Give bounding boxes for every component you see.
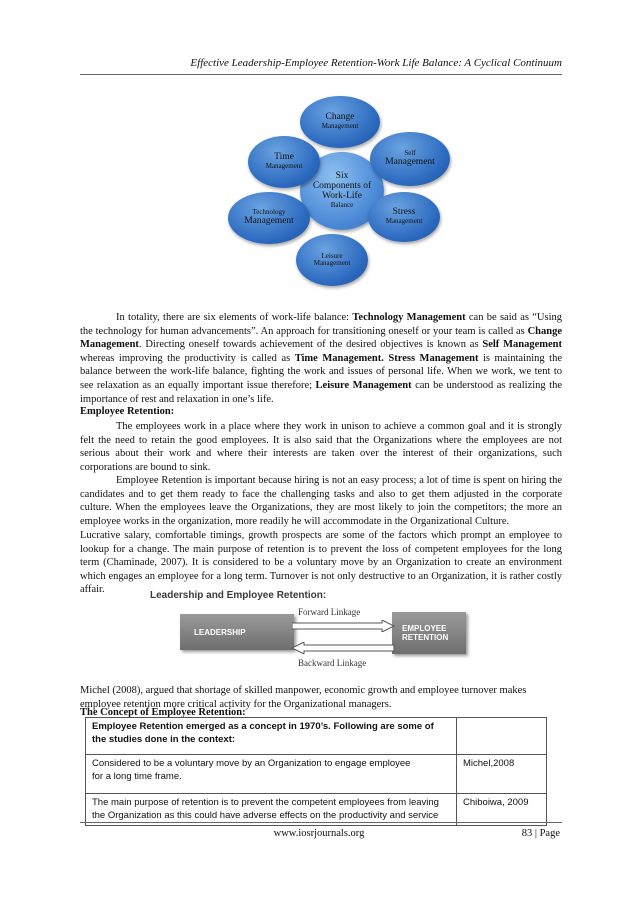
center-label: Work-Life bbox=[322, 191, 362, 202]
node-label: Management bbox=[385, 217, 423, 226]
cell-text: the Organization as this could have adverse effects on the productivity and service bbox=[92, 809, 439, 821]
bold-term: Self Management bbox=[482, 339, 562, 351]
node-label: Change bbox=[325, 112, 355, 123]
work-life-paragraph bbox=[80, 311, 562, 406]
center-label: Balance bbox=[330, 201, 354, 210]
linkage-diagram bbox=[180, 606, 465, 676]
work-life-balance-diagram bbox=[220, 92, 450, 292]
box-label: LEADERSHIP bbox=[194, 627, 246, 637]
node-label: Management bbox=[321, 122, 359, 131]
center-label: Six bbox=[335, 171, 349, 182]
backward-linkage-label: Backward Linkage bbox=[298, 658, 367, 668]
cell-text: for a long time frame. bbox=[92, 770, 182, 782]
text: whereas improving the productivity is called as bbox=[80, 352, 295, 364]
table-header-cell: Employee Retention emerged as a concept in 1970’s. Following are some of the studies done in the context: bbox=[86, 718, 457, 755]
leadership-box bbox=[180, 614, 294, 650]
retention-paragraph-3: Lucrative salary, comfortable timings, growth prospects are some of the factors which prompt an employee to lookup for a change. The main purpose of retention is to prevent the loss of competent employees for the long term (Chaminade, 2007). It is considered to be a voluntary move by an Organization to create an environment which engages an employee for a long term. Turnover is not only destructive to an Organization, it is rather costly affair. bbox=[80, 530, 562, 596]
node-label: Management bbox=[244, 215, 294, 226]
change-management-node bbox=[300, 96, 380, 148]
table-header-row bbox=[86, 718, 547, 755]
node-label: Self bbox=[404, 149, 416, 158]
node-label: Management bbox=[313, 259, 351, 267]
table-ref-cell bbox=[457, 718, 547, 755]
linkage-title: Leadership and Employee Retention: bbox=[150, 590, 327, 601]
self-management-node bbox=[370, 132, 450, 186]
footer-site: www.iosrjournals.org bbox=[273, 828, 365, 839]
table-ref-cell: Michel,2008 bbox=[457, 755, 547, 794]
node-label: Management bbox=[265, 162, 303, 171]
cell-text: The main purpose of retention is to prevent the competent employees from leaving bbox=[92, 797, 439, 808]
text: can be said as “Using the technology for human advancements”. An approach for transitioning oneself or your team is called as bbox=[80, 312, 562, 337]
page-number: 83 | Page bbox=[521, 828, 560, 839]
forward-linkage-label: Forward Linkage bbox=[298, 607, 361, 617]
center-label: Components of bbox=[312, 181, 372, 192]
bold-term: Change Management bbox=[80, 325, 562, 351]
running-header: Effective Leadership-Employee Retention-Work Life Balance: A Cyclical Continuum bbox=[190, 57, 562, 69]
box-label: RETENTION bbox=[402, 633, 449, 642]
text: is maintaining the balance between the work-life balance, fighting the work and issues of personal life. When we work, we tent to see relaxation as an equally important issue therefore; bbox=[80, 352, 562, 391]
node-label: Management bbox=[385, 156, 435, 167]
table-row bbox=[86, 755, 547, 794]
time-management-node bbox=[248, 136, 320, 188]
bold-term: Time Management. bbox=[294, 352, 384, 364]
node-label: Technology bbox=[252, 208, 286, 217]
studies-table bbox=[85, 717, 547, 826]
table-row bbox=[86, 794, 547, 826]
node-label: Time bbox=[274, 152, 294, 163]
section-heading-concept: The Concept of Employee Retention: bbox=[80, 707, 246, 718]
bold-term: Technology Management bbox=[352, 312, 466, 323]
box-label: EMPLOYEE bbox=[402, 624, 447, 633]
employee-retention-box bbox=[392, 612, 466, 654]
bold-term: Leisure Management bbox=[315, 379, 412, 391]
node-label: Leisure bbox=[321, 251, 343, 260]
text: . Directing oneself towards achievement of the desired objectives is known as bbox=[138, 339, 483, 351]
michel-paragraph: Michel (2008), argued that shortage of skilled manpower, economic growth and employee turnover makes employee retention more critical activity for the Organizational managers. bbox=[80, 685, 527, 710]
retention-paragraph-2: Employee Retention is important because hiring is not an easy process; a lot of time is spent on hiring the candidates and to get them ready to face the challenging tasks and also to get them adjusted in the corporate culture. When the employees leave the Organizations, they are most likely to join the competitors; the more an employee works in the organization, more readily he will accommodate in the Organizational Culture. bbox=[80, 475, 562, 527]
table-text-cell bbox=[86, 794, 457, 826]
text: can be understood as realizing the importance of rest and relaxation in one’s life. bbox=[80, 379, 562, 405]
bold-term: Stress Management bbox=[388, 352, 479, 364]
node-label: Stress bbox=[392, 207, 416, 218]
technology-management-node bbox=[228, 192, 310, 244]
leisure-management-node bbox=[296, 234, 368, 286]
forward-arrow bbox=[292, 620, 396, 632]
table-text-cell bbox=[86, 755, 457, 794]
section-heading-retention: Employee Retention: bbox=[80, 406, 175, 417]
footer-rule bbox=[80, 822, 562, 823]
header-rule bbox=[80, 74, 562, 75]
cell-text: Considered to be a voluntary move by an Organization to engage employee bbox=[92, 758, 411, 769]
retention-paragraph-1: The employees work in a place where they work in unison to achieve a common goal and it is strongly felt the need to retain the good employees. It is also said that the Organizations where the employees are not serious about their work and where their interests are taken over the interest of their organizations, such corporations are bound to sink. bbox=[80, 421, 562, 473]
text: In totality, there are six elements of work-life balance: bbox=[116, 312, 353, 323]
table-ref-cell: Chiboiwa, 2009 bbox=[457, 794, 547, 826]
backward-arrow bbox=[292, 642, 396, 654]
stress-management-node bbox=[368, 192, 440, 242]
